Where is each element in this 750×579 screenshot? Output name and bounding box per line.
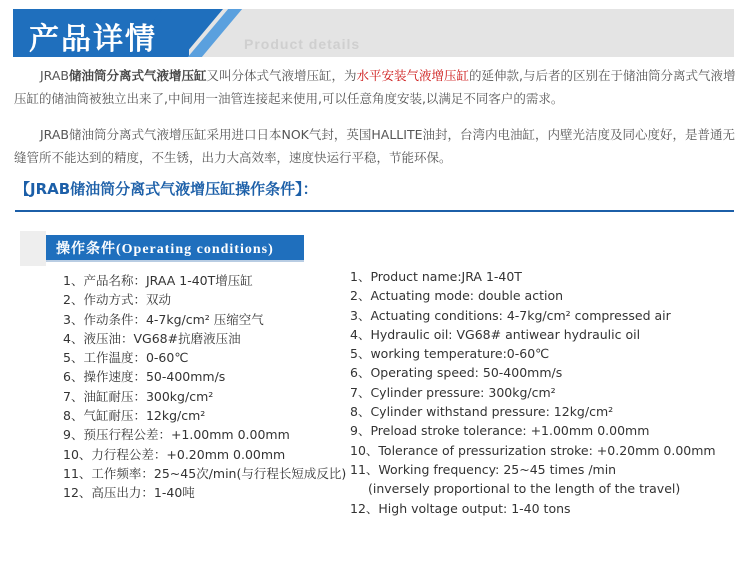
intro-p1-product-name: 储油筒分离式气液增压缸 xyxy=(69,68,207,83)
intro-p2-line-2: 缝管所不能达到的精度，不生锈，出力大高效率，速度快运行平稳，节能环保。 xyxy=(14,150,452,165)
list-item: 5、工作温度：0-60℃ xyxy=(63,350,189,366)
list-item: 10、力行程公差：+0.20mm 0.00mm xyxy=(63,446,286,462)
list-item: 12、High voltage output: 1-40 tons xyxy=(350,500,571,516)
list-item: 2、作动方式：双动 xyxy=(63,292,171,308)
list-item: 8、气缸耐压：12kg/cm² xyxy=(63,408,206,424)
list-item: 1、产品名称：JRAA 1-40T增压缸 xyxy=(63,273,253,288)
page-title: 产品详情 xyxy=(29,22,157,57)
operating-list-en xyxy=(350,267,716,518)
intro-paragraph-2 xyxy=(14,123,736,169)
operating-list-zh xyxy=(63,271,346,503)
list-item: 7、油缸耐压：300kg/cm² xyxy=(63,388,214,404)
intro-p1-prefix: JRAB xyxy=(40,68,69,83)
list-item: 4、Hydraulic oil: VG68# antiwear hydraulic oil xyxy=(350,326,641,342)
list-item: 7、Cylinder pressure: 300kg/cm² xyxy=(350,384,556,400)
intro-p1-highlight: 水平安装气液增压缸 xyxy=(356,68,470,83)
list-item: 9、预压行程公差：+1.00mm 0.00mm xyxy=(63,427,290,443)
list-item-continuation: (inversely proportional to the length of the travel) xyxy=(368,481,681,497)
operating-heading: 操作条件(Operating conditions) xyxy=(56,242,274,257)
list-item: 6、Operating speed: 50-400mm/s xyxy=(350,365,563,381)
intro-p2-line-1: JRAB储油筒分离式气液增压缸采用进口日本NOK气封，英国HALLITE油封，台湾内电油缸，内壁光洁度及同心度好，是普通无 xyxy=(40,127,735,142)
intro-paragraph-1 xyxy=(14,64,736,110)
list-item: 3、作动条件：4-7kg/cm² 压缩空气 xyxy=(63,311,264,327)
list-item: 11、工作频率：25~45次/min(与行程长短成反比) xyxy=(63,465,347,481)
operating-heading-underline xyxy=(46,260,304,262)
list-item: 1、Product name:JRA 1-40T xyxy=(350,269,522,284)
list-item: 6、操作速度：50-400mm/s xyxy=(63,369,226,385)
list-item: 9、Preload stroke tolerance: +1.00mm 0.00mm xyxy=(350,423,650,439)
header-banner xyxy=(13,9,734,57)
list-item: 5、working temperature:0-60℃ xyxy=(350,346,550,362)
list-item: 12、高压出力：1-40吨 xyxy=(63,485,195,501)
section-title: 【JRAB储油筒分离式气液增压缸操作条件】： xyxy=(15,180,318,198)
intro-p1-tail: 的延伸款,与后者的区别在于储油筒分离式气液增 xyxy=(469,68,736,83)
intro-p1-mid: 又叫分体式气液增压缸，为 xyxy=(206,68,357,83)
intro-p1-line-1 xyxy=(14,64,736,87)
intro-p1-line-2: 压缸的储油筒被独立出来了,中间用一油管连接起来使用,可以任意角度安装,以满足不同客户的需求。 xyxy=(14,91,564,106)
page-subtitle: Product details xyxy=(244,36,361,52)
operating-heading-marker xyxy=(20,231,46,266)
list-item: 10、Tolerance of pressurization stroke: +0.20mm 0.00mm xyxy=(350,442,716,458)
list-item: 4、液压油：VG68#抗磨液压油 xyxy=(63,330,241,346)
list-item: 8、Cylinder withstand pressure: 12kg/cm² xyxy=(350,404,614,420)
list-item: 2、Actuating mode: double action xyxy=(350,288,564,304)
list-item: 3、Actuating conditions: 4-7kg/cm² compressed air xyxy=(350,307,671,323)
list-item: 11、Working frequency: 25~45 times /min xyxy=(350,461,617,477)
section-divider xyxy=(15,210,734,212)
